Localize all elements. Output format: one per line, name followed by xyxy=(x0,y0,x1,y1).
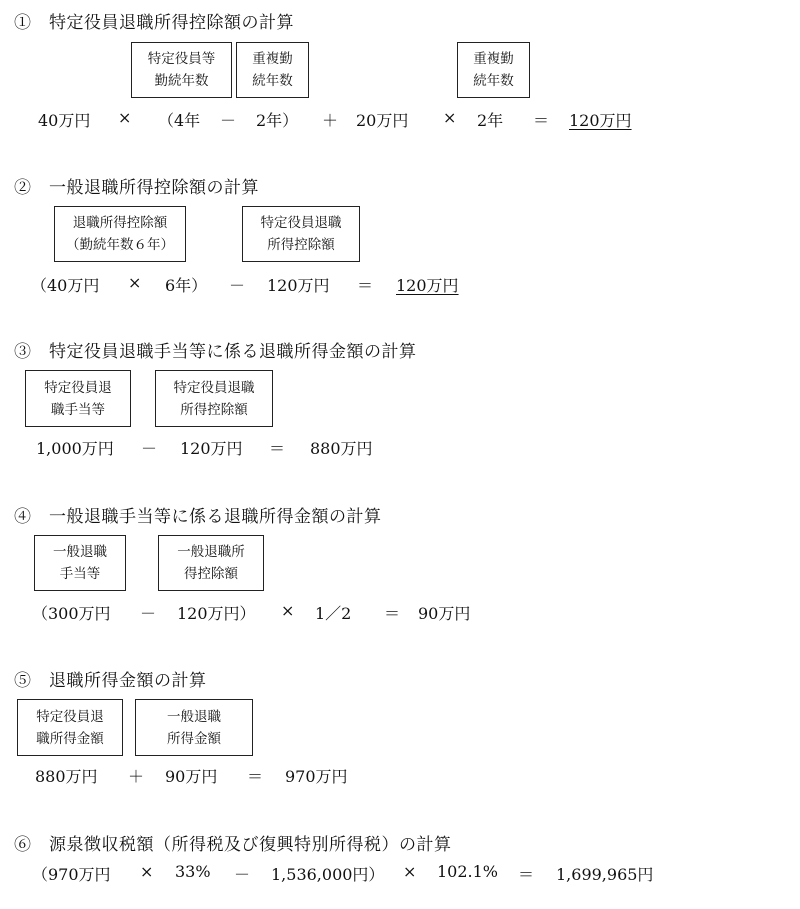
result: 1,699,965円 xyxy=(556,865,654,884)
box-line: 一般退職 xyxy=(53,544,107,560)
box-line: 重複勤 xyxy=(252,51,293,67)
term: 6年） xyxy=(165,276,208,295)
box-line: 職所得金額 xyxy=(36,730,104,747)
term: （40万円 xyxy=(31,276,100,295)
term: 2年） xyxy=(256,111,299,130)
term: （4年 xyxy=(158,111,201,130)
result: 120万円 xyxy=(569,111,632,130)
label-box-specific-officer-deduction xyxy=(155,370,273,427)
operator: ＝ xyxy=(357,276,374,295)
term: 33% xyxy=(175,862,211,881)
box-line: 手当等 xyxy=(59,566,101,582)
label-box-general-income xyxy=(135,699,253,756)
label-box-specific-officer-deduction xyxy=(242,206,360,262)
label-box-specific-officer-allowance xyxy=(25,370,131,427)
operator: － xyxy=(229,276,246,295)
box-line: 一般退職所 xyxy=(177,544,245,560)
box-line: 得控除額 xyxy=(184,566,238,582)
label-box-retirement-deduction xyxy=(54,206,186,262)
box-line: 所得控除額 xyxy=(267,237,335,253)
term: 1,000万円 xyxy=(36,439,114,458)
box-line: 特定役員等 xyxy=(147,51,216,67)
term: 1,536,000円） xyxy=(271,865,385,884)
operator: × xyxy=(128,273,142,292)
section-3-equation xyxy=(0,436,800,460)
term: 102.1% xyxy=(437,862,499,881)
box-line: 所得金額 xyxy=(167,730,221,747)
term: 2年 xyxy=(477,111,504,130)
operator: × xyxy=(443,108,457,127)
term: （970万円 xyxy=(32,865,111,884)
result: 880万円 xyxy=(310,439,373,458)
box-line: （勤続年数６年） xyxy=(66,237,174,253)
label-box-overlap-years-2 xyxy=(457,42,530,98)
box-line: 続年数 xyxy=(473,73,514,89)
section-1-equation xyxy=(0,108,800,132)
operator: ＋ xyxy=(322,111,339,130)
box-line: 特定役員退 xyxy=(36,708,104,725)
box-line: 職手当等 xyxy=(51,401,105,418)
operator: ＝ xyxy=(533,111,550,130)
operator: － xyxy=(140,604,157,623)
section-5-heading: ⑤ 退職所得金額の計算 xyxy=(14,671,207,691)
box-line: 続年数 xyxy=(252,73,293,89)
box-line: 勤続年数 xyxy=(154,73,209,89)
label-box-general-allowance xyxy=(34,535,126,591)
operator: ＝ xyxy=(247,767,264,786)
section-4-equation xyxy=(0,601,800,625)
operator: ＝ xyxy=(384,604,401,623)
section-2-equation xyxy=(0,273,800,297)
label-box-general-deduction xyxy=(158,535,264,591)
operator: ＝ xyxy=(269,439,286,458)
term: 40万円 xyxy=(38,111,91,130)
section-5-equation xyxy=(0,764,800,788)
section-2-heading: ② 一般退職所得控除額の計算 xyxy=(14,178,259,198)
term: 1／2 xyxy=(315,604,352,623)
label-box-specific-officer-service-years xyxy=(131,42,232,98)
operator: － xyxy=(141,439,158,458)
term: 120万円 xyxy=(180,439,243,458)
operator: ＋ xyxy=(128,767,145,786)
operator: × xyxy=(403,862,417,881)
term: 120万円 xyxy=(267,276,330,295)
operator: × xyxy=(140,862,154,881)
result: 120万円 xyxy=(396,276,459,295)
result: 90万円 xyxy=(418,604,471,623)
box-line: 特定役員退職 xyxy=(173,379,255,396)
section-6-heading: ⑥ 源泉徴収税額（所得税及び復興特別所得税）の計算 xyxy=(14,835,452,855)
operator: × xyxy=(118,108,132,127)
term: 880万円 xyxy=(35,767,98,786)
section-4-heading: ④ 一般退職手当等に係る退職所得金額の計算 xyxy=(14,507,382,527)
box-line: 一般退職 xyxy=(167,708,221,725)
operator: × xyxy=(281,601,295,620)
section-1-heading: ① 特定役員退職所得控除額の計算 xyxy=(14,13,294,33)
term: （300万円 xyxy=(32,604,111,623)
result: 970万円 xyxy=(285,767,348,786)
box-line: 特定役員退職 xyxy=(260,215,342,231)
section-6-equation xyxy=(0,862,800,886)
term: 90万円 xyxy=(165,767,218,786)
box-line: 重複勤 xyxy=(473,51,514,67)
label-box-overlap-years xyxy=(236,42,309,98)
term: 120万円） xyxy=(177,604,256,623)
box-line: 退職所得控除額 xyxy=(72,215,168,231)
section-3-heading: ③ 特定役員退職手当等に係る退職所得金額の計算 xyxy=(14,342,417,362)
box-line: 特定役員退 xyxy=(44,379,112,396)
operator: ＝ xyxy=(518,865,535,884)
box-line: 所得控除額 xyxy=(180,401,248,418)
operator: － xyxy=(234,865,251,884)
label-box-specific-officer-income xyxy=(17,699,123,756)
operator: － xyxy=(220,111,237,130)
term: 20万円 xyxy=(356,111,409,130)
